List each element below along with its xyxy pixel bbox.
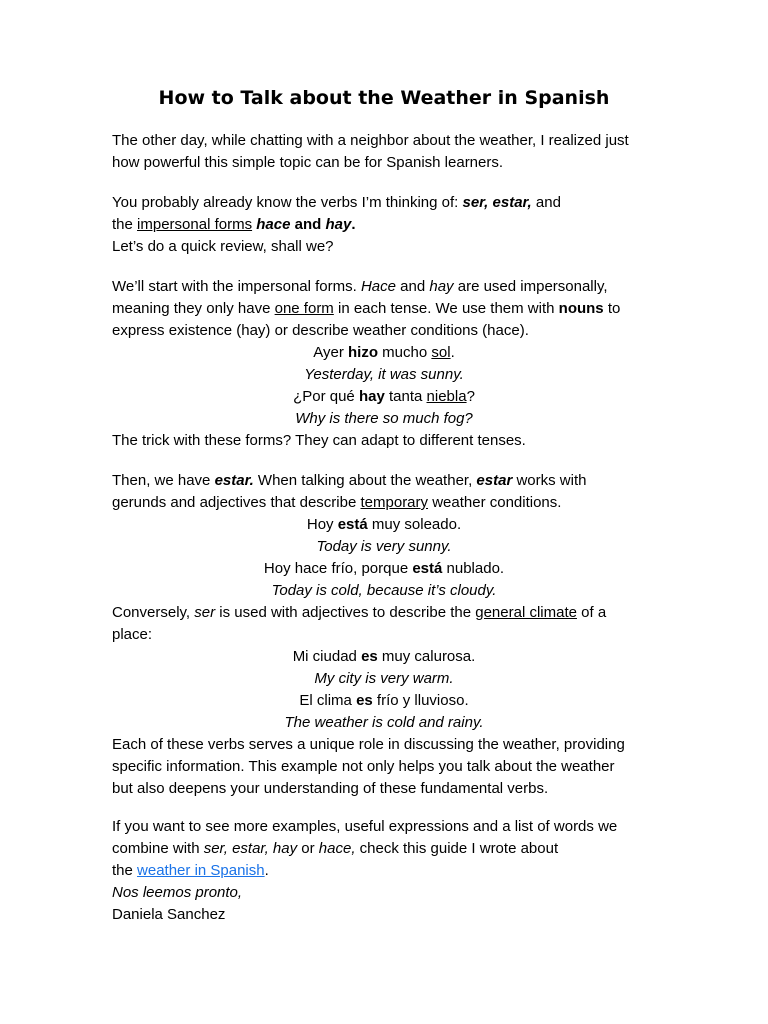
bold-text: es (356, 692, 373, 709)
example-translation: The weather is cold and rainy. (284, 714, 484, 731)
bold-text: hay (358, 388, 385, 405)
bold-text: está (412, 560, 443, 577)
underlined-text: one form (274, 300, 334, 317)
underlined-text: niebla (426, 388, 467, 405)
text-run: Mi ciudad (292, 648, 362, 665)
text-run: check this guide I wrote about (355, 840, 559, 857)
sign-off: Nos leemos pronto, (112, 884, 243, 901)
text-run: gerunds and adjectives that describe (112, 494, 361, 511)
example-sentence (112, 690, 656, 712)
bold-text: hizo (348, 344, 379, 361)
text-run: the (112, 862, 138, 879)
example-translation: Today is cold, because it’s cloudy. (271, 582, 497, 599)
text-run: muy soleado. (367, 516, 462, 533)
estar-ser-paragraph (112, 470, 656, 800)
italic-text: ser, estar, hay (203, 840, 298, 857)
closing-paragraph (112, 816, 656, 926)
text-line (112, 860, 656, 882)
example-translation: Yesterday, it was sunny. (304, 366, 464, 383)
example-sentence (112, 558, 656, 580)
emphasis-text: hay (325, 216, 352, 233)
text-run: meaning they only have (112, 300, 275, 317)
text-line: express existence (hay) or describe weather conditions (hace). (112, 322, 529, 339)
example-sentence (112, 342, 656, 364)
example-translation: Today is very sunny. (316, 538, 452, 555)
verbs-paragraph (112, 192, 656, 258)
italic-text: Hace (360, 278, 396, 295)
text-line (112, 838, 656, 860)
impersonal-paragraph (112, 276, 656, 452)
text-run: of a (576, 604, 607, 621)
example-sentence (112, 514, 656, 536)
italic-text: ser (194, 604, 216, 621)
text-run: in each tense. We use them with (333, 300, 559, 317)
text-line: The other day, while chatting with a neighbor about the weather, I realized just (112, 132, 629, 149)
underlined-text: impersonal forms (137, 216, 253, 233)
bold-text: and (290, 216, 326, 233)
bold-text: está (337, 516, 368, 533)
underlined-text: sol (431, 344, 451, 361)
italic-text: hace, (318, 840, 356, 857)
bold-text: es (361, 648, 378, 665)
text-run: El clima (299, 692, 357, 709)
emphasis-text: hace (256, 216, 291, 233)
italic-text: hay (429, 278, 454, 295)
text-run: is used with adjectives to describe the (215, 604, 476, 621)
text-line (112, 298, 656, 320)
text-run: You probably already know the verbs I’m thinking of: (112, 194, 463, 211)
example-translation: My city is very warm. (314, 670, 454, 687)
text-run: mucho (378, 344, 432, 361)
text-run: and (531, 194, 561, 211)
text-run: the (112, 216, 138, 233)
text-line: how powerful this simple topic can be for Spanish learners. (112, 154, 504, 171)
page-title: How to Talk about the Weather in Spanish (158, 87, 610, 109)
text-line: Each of these verbs serves a unique role in discussing the weather, providing (112, 736, 625, 753)
text-run: . (264, 862, 269, 879)
example-sentence (112, 386, 656, 408)
text-run: frío y lluvioso. (372, 692, 469, 709)
text-run: Ayer (313, 344, 349, 361)
text-run: tanta (384, 388, 427, 405)
text-run: works with (512, 472, 587, 489)
text-line (112, 276, 656, 298)
text-line (112, 214, 656, 236)
text-run: We’ll start with the impersonal forms. (112, 278, 361, 295)
text-run: to (603, 300, 621, 317)
text-run: . (450, 344, 455, 361)
text-line: The trick with these forms? They can adapt to different tenses. (112, 432, 526, 449)
bold-text: . (351, 216, 356, 233)
author-name: Daniela Sanchez (112, 906, 226, 923)
intro-paragraph (112, 130, 656, 174)
text-line: specific information. This example not only helps you talk about the weather (112, 758, 615, 775)
text-run: muy calurosa. (377, 648, 476, 665)
text-run: are used impersonally, (453, 278, 608, 295)
text-run: When talking about the weather, (253, 472, 477, 489)
text-run: combine with (112, 840, 204, 857)
text-run: Then, we have (112, 472, 215, 489)
text-run: nublado. (442, 560, 505, 577)
text-line (112, 470, 656, 492)
text-line (112, 192, 656, 214)
text-line: place: (112, 626, 153, 643)
underlined-text: general climate (475, 604, 577, 621)
text-line (112, 492, 656, 514)
text-line: Let’s do a quick review, shall we? (112, 238, 334, 255)
text-run: ¿Por qué (293, 388, 359, 405)
emphasis-text: estar (476, 472, 513, 489)
text-run: ? (466, 388, 475, 405)
emphasis-text: estar. (214, 472, 254, 489)
text-run: Conversely, (112, 604, 195, 621)
example-translation: Why is there so much fog? (295, 410, 473, 427)
text-run: Hoy hace frío, porque (263, 560, 413, 577)
emphasis-text: ser, estar, (462, 194, 532, 211)
example-sentence (112, 646, 656, 668)
underlined-text: temporary (360, 494, 429, 511)
text-line (112, 602, 656, 624)
text-run: Hoy (306, 516, 338, 533)
weather-guide-link[interactable]: weather in Spanish (137, 862, 265, 879)
text-run: weather conditions. (428, 494, 562, 511)
text-run: and (396, 278, 430, 295)
bold-text: nouns (558, 300, 604, 317)
text-line: but also deepens your understanding of these fundamental verbs. (112, 780, 549, 797)
text-run: or (297, 840, 319, 857)
text-line: If you want to see more examples, useful expressions and a list of words we (112, 818, 618, 835)
